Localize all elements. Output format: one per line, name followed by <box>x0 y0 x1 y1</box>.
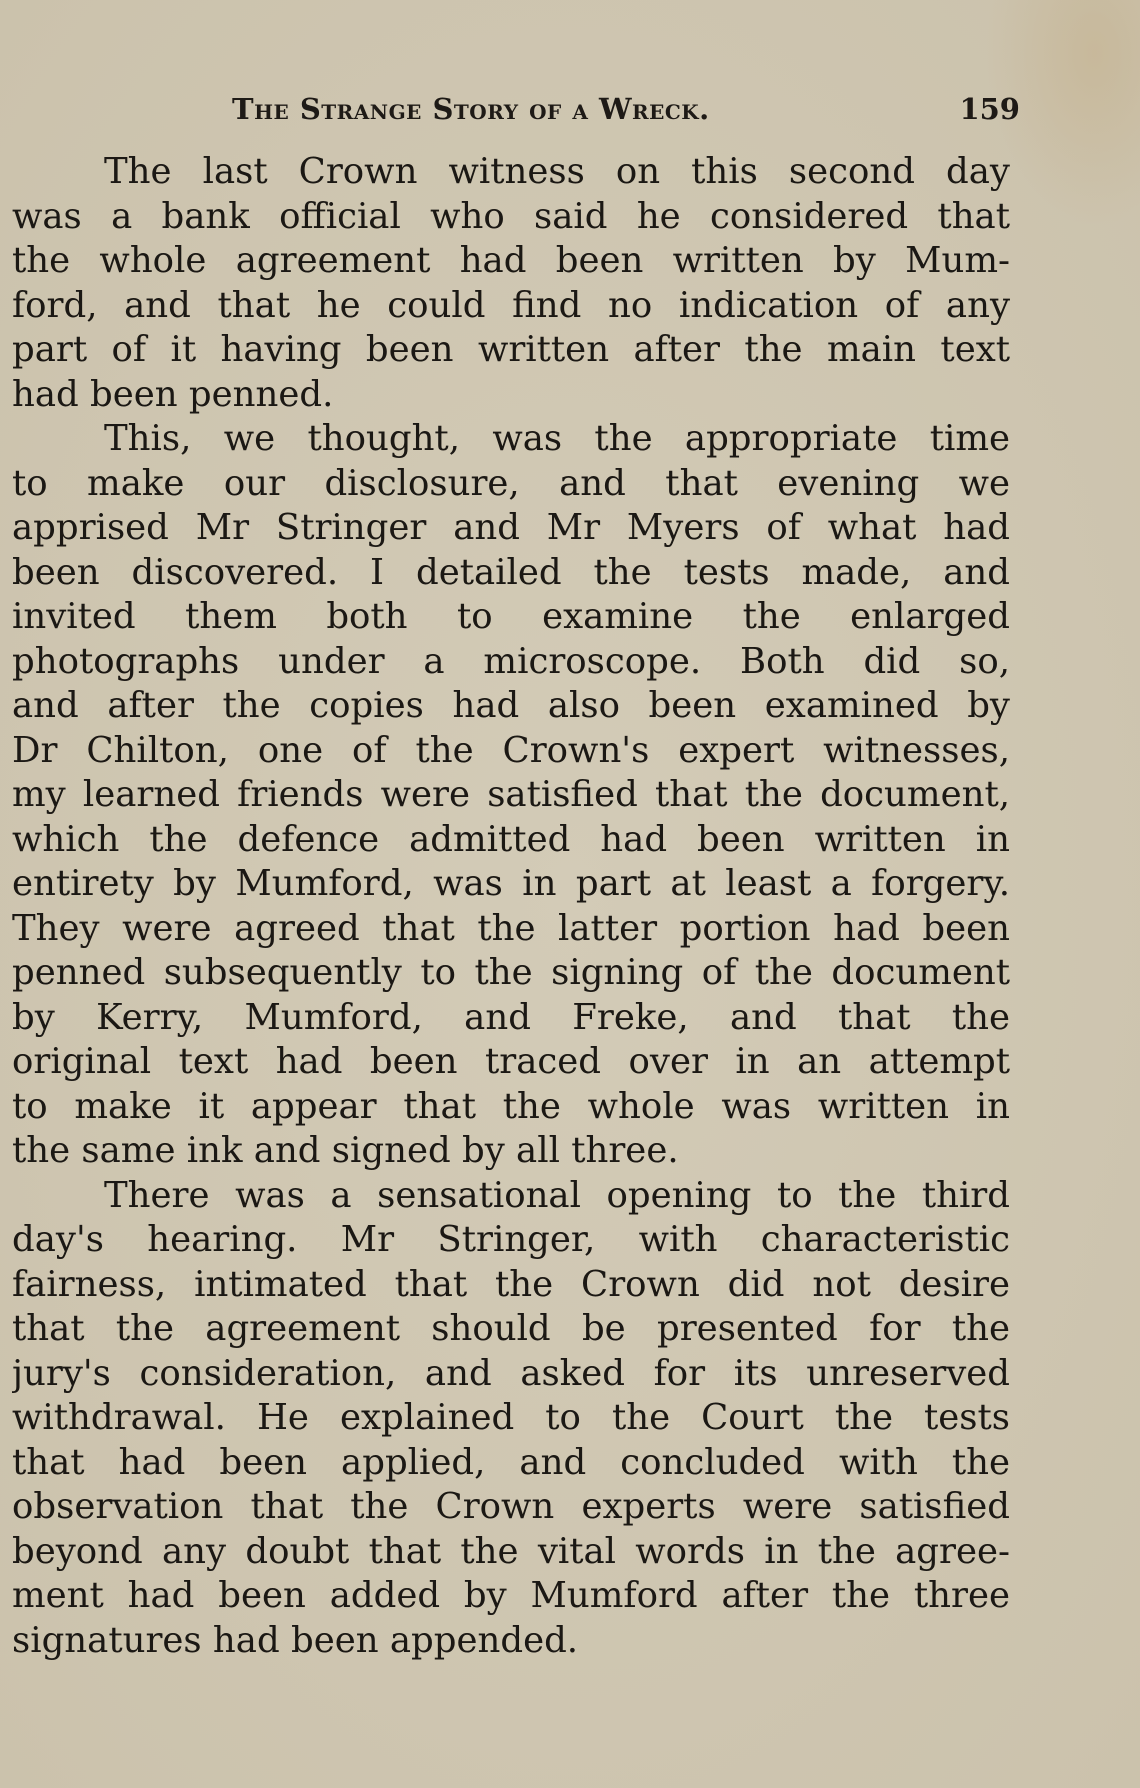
text-line: photographs under a microscope. Both did so, <box>12 640 1010 682</box>
text-line: that had been applied, and concluded with the <box>12 1441 1010 1483</box>
text-line: penned subsequently to the signing of the document <box>12 952 1010 993</box>
text-line: day's hearing. Mr Stringer, with characteristic <box>12 1219 1010 1260</box>
running-title: The Strange Story of a Wreck. <box>232 92 710 126</box>
text-line: apprised Mr Stringer and Mr Myers of what had <box>12 507 1010 548</box>
text-line: to make it appear that the whole was written in <box>12 1085 1010 1127</box>
text-line: original text had been traced over in an attempt <box>12 1041 1010 1082</box>
text-line: that the agreement should be presented for the <box>12 1308 1010 1349</box>
text-line: invited them both to examine the enlarged <box>12 596 1010 637</box>
paragraph-2 <box>12 417 1010 1174</box>
text-line: had been penned. <box>12 373 334 415</box>
text-line: was a bank official who said he considered that <box>12 195 1010 237</box>
text-line: part of it having been written after the main text <box>12 329 1010 370</box>
text-line: Dr Chilton, one of the Crown's expert witnesses, <box>12 729 1010 771</box>
text-line: There was a sensational opening to the third <box>104 1174 1010 1216</box>
text-line: and after the copies had also been examined by <box>12 685 1010 726</box>
paragraph-3 <box>12 1174 1010 1664</box>
text-line: to make our disclosure, and that evening we <box>12 462 1010 504</box>
body-text <box>12 150 1010 1663</box>
text-line: beyond any doubt that the vital words in the agree- <box>12 1530 1010 1572</box>
text-line: withdrawal. He explained to the Court the tests <box>12 1397 1010 1438</box>
text-line: by Kerry, Mumford, and Freke, and that the <box>12 996 1010 1038</box>
text-line: jury's consideration, and asked for its unreserved <box>12 1352 1010 1394</box>
text-line: ford, and that he could find no indication of any <box>12 284 1010 326</box>
text-line: This, we thought, was the appropriate time <box>104 418 1010 459</box>
paragraph-1 <box>12 150 1010 417</box>
text-line: the whole agreement had been written by Mum- <box>12 240 1010 281</box>
text-line: been discovered. I detailed the tests made, and <box>12 551 1010 593</box>
text-line: observation that the Crown experts were satisfied <box>12 1486 1010 1527</box>
text-line: fairness, intimated that the Crown did not desire <box>12 1263 1010 1305</box>
text-line: which the defence admitted had been written in <box>12 818 1010 860</box>
text-line: They were agreed that the latter portion had been <box>12 907 1010 949</box>
page-number: 159 <box>959 92 1020 126</box>
text-line: ment had been added by Mumford after the three <box>12 1575 1010 1616</box>
text-line: the same ink and signed by all three. <box>12 1130 679 1171</box>
text-line: entirety by Mumford, was in part at least a forgery. <box>12 863 1010 904</box>
text-line: my learned friends were satisfied that the document, <box>12 774 1010 815</box>
text-line: signatures had been appended. <box>12 1619 579 1661</box>
text-line: The last Crown witness on this second day <box>104 151 1010 192</box>
running-head <box>232 92 1020 134</box>
